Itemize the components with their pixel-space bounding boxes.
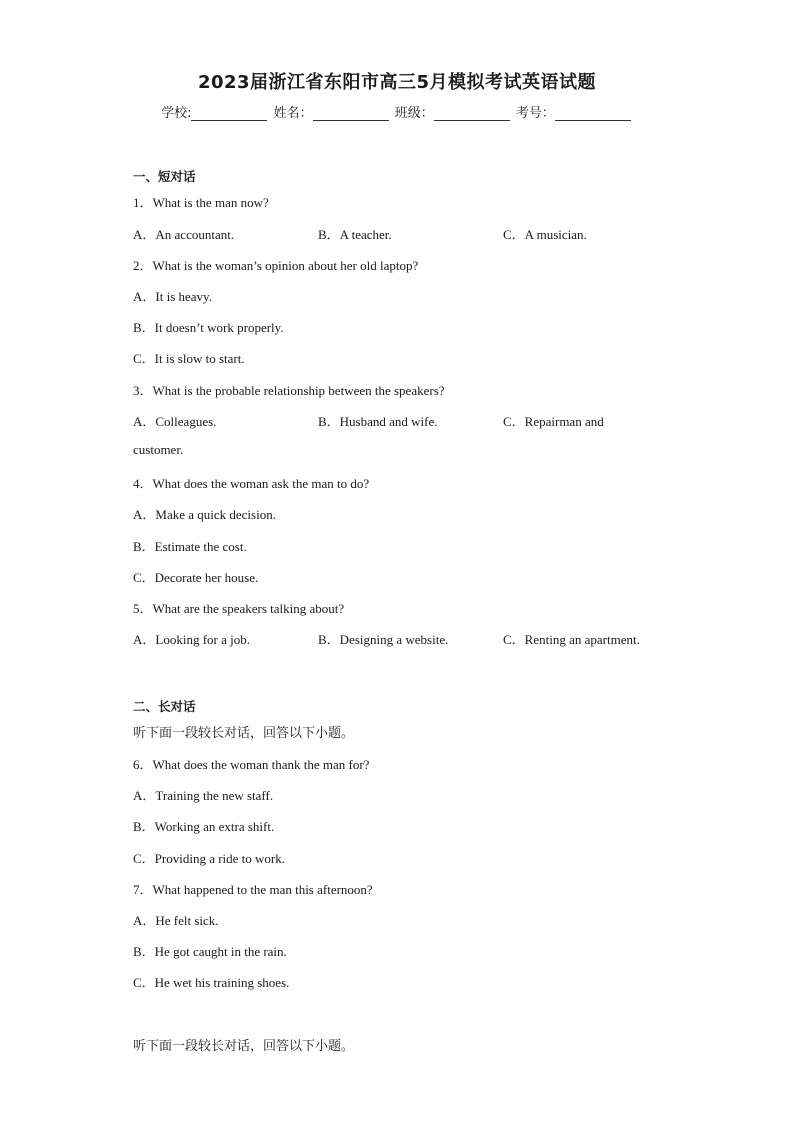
question-4-option-a[interactable]: A．Make a quick decision. bbox=[133, 507, 276, 522]
question-6-option-b[interactable]: B．Working an extra shift. bbox=[133, 819, 275, 834]
question-6-option-a[interactable]: A．Training the new staff. bbox=[133, 788, 274, 803]
question-3-stem: 3．What is the probable relationship between the speakers? bbox=[133, 383, 445, 398]
question-6-option-c[interactable]: C．Providing a ride to work. bbox=[133, 851, 286, 866]
section-heading-long-dialogues: 二、长对话 bbox=[133, 699, 196, 714]
number-blank[interactable] bbox=[555, 106, 631, 121]
question-1-stem: 1．What is the man now? bbox=[133, 195, 269, 210]
student-info-line bbox=[0, 102, 794, 121]
question-4-stem: 4．What does the woman ask the man to do? bbox=[133, 476, 370, 491]
question-5-option-a[interactable]: A．Looking for a job. bbox=[133, 632, 250, 647]
number-label: 考号： bbox=[515, 106, 555, 121]
school-label: 学校: bbox=[161, 106, 192, 121]
class-label: 班级： bbox=[394, 106, 434, 121]
question-5-stem: 5．What are the speakers talking about? bbox=[133, 601, 345, 616]
listening-instruction-2: 听下面一段较长对话，回答以下小题。 bbox=[133, 1039, 355, 1054]
class-blank[interactable] bbox=[434, 106, 510, 121]
school-blank[interactable] bbox=[191, 106, 267, 121]
section-heading-short-dialogues: 一、短对话 bbox=[133, 169, 196, 184]
question-7-stem: 7．What happened to the man this afternoon? bbox=[133, 882, 373, 897]
name-blank[interactable] bbox=[313, 106, 389, 121]
question-1-option-a[interactable]: A．An accountant. bbox=[133, 227, 235, 242]
question-6-stem: 6．What does the woman thank the man for? bbox=[133, 757, 370, 772]
question-7-option-b[interactable]: B．He got caught in the rain. bbox=[133, 944, 287, 959]
question-4-option-c[interactable]: C．Decorate her house. bbox=[133, 570, 259, 585]
question-5-option-c[interactable]: C．Renting an apartment. bbox=[503, 632, 640, 647]
question-3-option-b[interactable]: B．Husband and wife. bbox=[318, 414, 438, 429]
question-7-option-a[interactable]: A．He felt sick. bbox=[133, 913, 219, 928]
question-7-option-c[interactable]: C．He wet his training shoes. bbox=[133, 975, 290, 990]
question-1-option-c[interactable]: C．A musician. bbox=[503, 227, 587, 242]
question-3-option-c[interactable]: C．Repairman and bbox=[503, 414, 604, 429]
page-title: 2023届浙江省东阳市高三5月模拟考试英语试题 bbox=[197, 72, 597, 93]
listening-instruction-1: 听下面一段较长对话，回答以下小题。 bbox=[133, 726, 355, 741]
question-4-option-b[interactable]: B．Estimate the cost. bbox=[133, 539, 247, 554]
question-2-stem: 2．What is the woman’s opinion about her old laptop? bbox=[133, 258, 419, 273]
question-2-option-a[interactable]: A．It is heavy. bbox=[133, 289, 212, 304]
name-label: 姓名： bbox=[273, 106, 313, 121]
question-3-option-a[interactable]: A．Colleagues. bbox=[133, 414, 217, 429]
question-2-option-c[interactable]: C．It is slow to start. bbox=[133, 351, 245, 366]
question-1-option-b[interactable]: B．A teacher. bbox=[318, 227, 392, 242]
question-3-option-c-continued[interactable]: customer. bbox=[133, 442, 184, 457]
question-2-option-b[interactable]: B．It doesn’t work properly. bbox=[133, 320, 284, 335]
question-5-option-b[interactable]: B．Designing a website. bbox=[318, 632, 449, 647]
